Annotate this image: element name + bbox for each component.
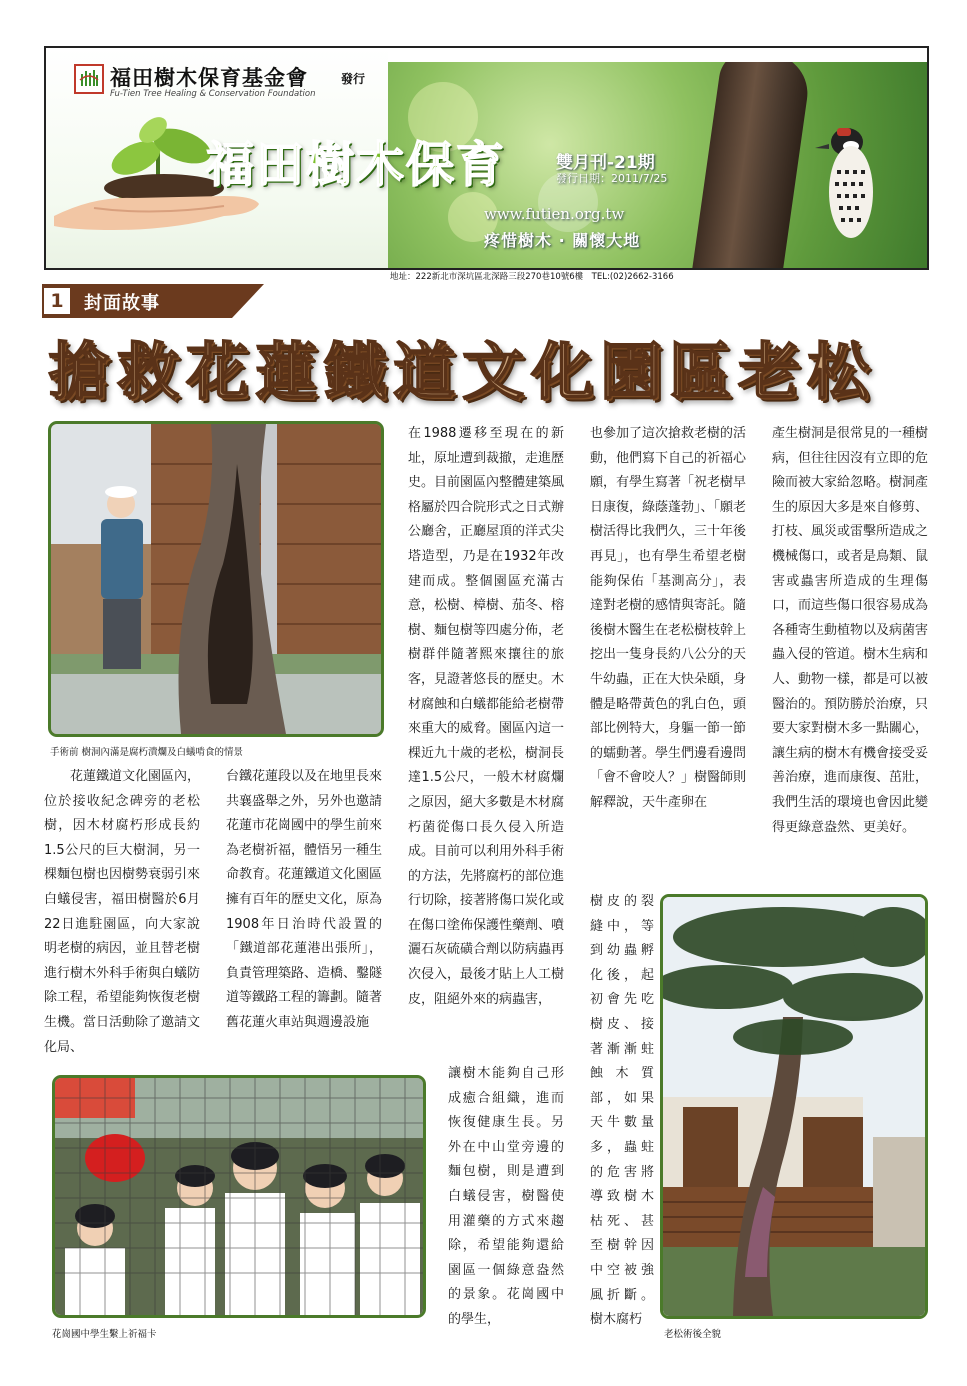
article-paragraph: 讓樹木能夠自己形成癒合組織，進而恢復健康生長。另外在中山堂旁邊的麵包樹，則是遭到白蟻侵害，樹醫使用灌藥的方式來趨除，希望能夠還給園區一個綠意盎然的景象。花崗國中的學生， [448, 1066, 564, 1327]
org-name-en: Fu-Tien Tree Healing & Conservation Foundation [110, 89, 316, 99]
article-column-4-bottom [590, 890, 654, 1330]
section-number: 1 [42, 286, 72, 316]
publication-title: 福田樹木保育 [206, 137, 507, 193]
publish-date: 發行日期：2011/7/25 [556, 172, 668, 185]
article-column-4-top [590, 422, 746, 890]
photo-caption: 手術前 樹洞內滿是腐朽潰爛及白蟻啃食的情景 [50, 747, 244, 758]
address-line: 地址：222新北市深坑區北深路三段270巷10號6樓 TEL:(02)2662-3166 [390, 272, 674, 282]
article-paragraph: 在1988遷移至現在的新址，原址遭到裁撤，走進歷史。目前園區內整體建築風格屬於四合院形式之日式辦公廳舍，正廳屋頂的洋式尖塔造型，乃是在1932年改建而成。整個園區充滿古意，松樹、樟樹、茄冬、榕樹、麵包樹等四處分佈，老樹群伴隨著熙來攘往的旅客，見證著悠長的歷史。木材腐蝕和白蟻都能給老樹帶來重大的威脅。園區內這一棵近九十歲的老松，樹洞長達1.5公尺，一般木材腐爛之原因，絕大多數是木材腐朽菌從傷口長久侵入所造成。目前可以利用外科手術的方法，先將腐朽的部位進行切除，接著將傷口炭化或在傷口塗佈保護性藥劑、噴灑石灰硫磺合劑以防病蟲再次侵入，最後才貼上人工樹皮，阻絕外來的病蟲害， [408, 426, 565, 1007]
photo-students-blessing-cards [52, 1075, 426, 1318]
photo-tree-before-surgery [48, 421, 384, 737]
article-column-1 [44, 765, 200, 1060]
article-column-3-top [408, 422, 564, 1062]
issue-label: 雙月刊-21期 [556, 153, 655, 173]
article-paragraph: 花蓮鐵道文化園區內，位於接收紀念碑旁的老松樹，因木材腐朽形成長約1.5公尺的巨大樹洞，另一棵麵包樹也因樹勢衰弱引來白蟻侵害，福田樹醫於6月22日進駐園區，向大家說明老樹的病因，並且替老樹進行樹木外科手術與白蟻防除工程，希望能夠恢復老樹生機。當日活動除了邀請文化局、 [44, 769, 201, 1055]
article-column-2 [226, 765, 382, 1060]
photo-caption: 老松術後全貌 [664, 1329, 722, 1340]
website-url[interactable]: www.futien.org.tw [484, 205, 625, 223]
publish-label: 發行 [341, 72, 366, 86]
article-paragraph: 樹皮的裂縫中，等到幼蟲孵化後，起初會先吃樹皮、接著漸漸蛀蝕木質部，如果天牛數量多，蟲蛀的危害將導致樹木枯死、甚至樹幹因中空被強風折斷。樹木腐朽 [590, 894, 654, 1328]
org-name: 福田樹木保育基金會 [110, 66, 308, 90]
article-paragraph: 產生樹洞是很常見的一種樹病，但往往因沒有立即的危險而被大家給忽略。樹洞產生的原因大多是來自修剪、打枝、風災或雷擊所造成之機械傷口，或者是鳥類、鼠害或蟲害所造成的生理傷口，而這些傷口很容易成為各種寄生動植物以及病菌害蟲入侵的管道。樹木生病和人、動物一樣，都是可以被醫治的。預防勝於治療，只要大家對樹木多一點關心，讓生病的樹木有機會接受妥善治療，進而康復、茁壯，我們生活的環境也會因此變得更綠意盎然、更美好。 [772, 426, 929, 835]
article-paragraph: 也參加了這次搶救老樹的活動，他們寫下自己的祈福心願，有學生寫著「祝老樹早日康復，綠蔭蓬勃」、「願老樹活得比我們久，三十年後再見」，也有學生希望老樹能夠保佑「基測高分」，表達對老樹的感情與寄託。隨後樹木醫生在老松樹枝幹上挖出一隻身長約八公分的天牛幼蟲，正在大快朵頤，身體是略帶黃色的乳白色，頭部比例特大，身軀一節一節的蠕動著。學生們邊看邊問「會不會咬人？」樹醫師則解釋說，天牛產卵在 [590, 426, 747, 810]
masthead [44, 46, 929, 282]
photo-caption: 花崗國中學生繫上祈福卡 [52, 1329, 157, 1340]
woodpecker-icon [807, 122, 887, 252]
foundation-logo-icon [74, 64, 104, 94]
article-paragraph: 台鐵花蓮段以及在地里長來共襄盛舉之外，另外也邀請花蓮市花崗國中的學生前來為老樹祈福，體悟另一種生命教育。花蓮鐵道文化園區擁有百年的歷史文化，原為1908年日治時代設置的「鐵道部花蓮港出張所」，負責管理築路、造橋、鑿隧道等鐵路工程的籌劃。隨著舊花蓮火車站與週邊設施 [226, 769, 383, 1030]
tree-trunk [691, 62, 812, 268]
photo-pine-after-surgery [660, 894, 928, 1319]
article-column-5 [772, 422, 928, 890]
article-column-3-bottom [448, 1062, 564, 1332]
slogan: 疼惜樹木 · 關懷大地 [484, 231, 641, 250]
section-label: 封面故事 [84, 293, 160, 314]
headline: 搶救花蓮鐵道文化園區老松 [48, 335, 877, 408]
